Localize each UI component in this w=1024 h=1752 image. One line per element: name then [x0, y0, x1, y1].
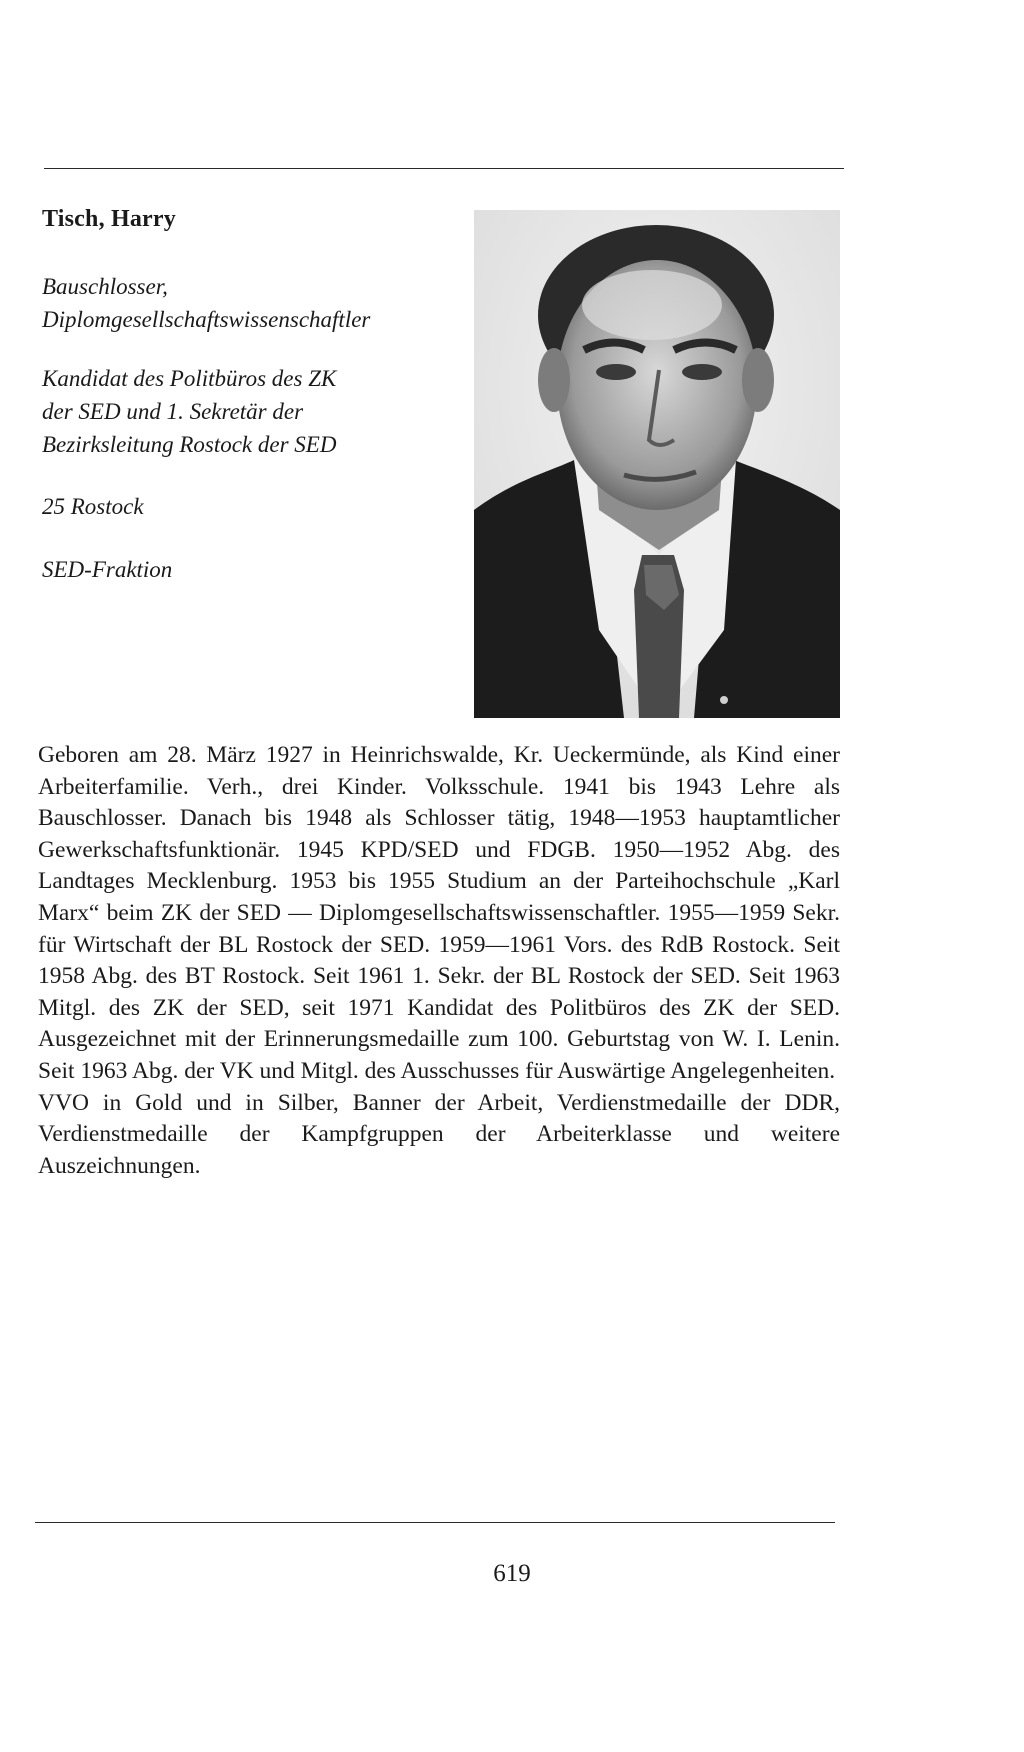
function-line-3: Bezirksleitung Rostock der SED — [42, 432, 337, 457]
occupation-line-2: Diplomgesellschaftswissenschaftler — [42, 307, 371, 332]
top-rule — [44, 168, 844, 169]
biography-paragraph-1: Geboren am 28. März 1927 in Heinrichswalde, Kr. Ueckermünde, als Kind einer Arbeiterfamilie. Verh., drei Kinder. Volksschule. 1941 bis 1943 Lehre als Bauschlosser. Danach bis 1948 als Schlosser tätig, 1948—1953 hauptamtlicher Gewerkschaftsfunktionär. 1945 KPD/SED und FDGB. 1950—1952 Abg. des Landtages Mecklenburg. 1953 bis 1955 Studium an der Parteihochschule „Karl Marx“ beim ZK der SED — Diplomgesellschaftswissenschaftler. 1955—1959 Sekr. für Wirtschaft der BL Rostock der SED. 1959—1961 Vors. des RdB Rostock. Seit 1958 Abg. des BT Rostock. Seit 1961 1. Sekr. der BL Rostock der SED. Seit 1963 Mitgl. des ZK der SED, seit 1971 Kandidat des Politbüros des ZK der SED. Ausgezeichnet mit der Erinnerungsmedaille zum 100. Geburtstag von W. I. Lenin. Seit 1963 Abg. der VK und Mitgl. des Ausschusses für Auswärtige Angelegenheiten. — [38, 742, 840, 1084]
faction: SED-Fraktion — [42, 557, 173, 582]
occupation — [42, 270, 370, 336]
portrait-photo-image — [474, 210, 840, 718]
bottom-rule — [35, 1522, 835, 1523]
political-function — [42, 362, 336, 461]
function-line-1: Kandidat des Politbüros des ZK — [42, 366, 337, 391]
portrait-photo — [474, 210, 840, 718]
entry-name: Tisch, Harry — [42, 206, 176, 232]
biography-paragraph-2: VVO in Gold und in Silber, Banner der Arbeit, Verdienstmedaille der DDR, Verdienstmedaille der Kampfgruppen der Arbeiterklasse und weitere Auszeichnungen. — [38, 1089, 840, 1179]
page-number: 619 — [493, 1560, 531, 1587]
function-line-2: der SED und 1. Sekretär der — [42, 399, 304, 424]
biography — [38, 740, 840, 1182]
occupation-line-1: Bauschlosser, — [42, 274, 168, 299]
constituency: 25 Rostock — [42, 494, 144, 519]
